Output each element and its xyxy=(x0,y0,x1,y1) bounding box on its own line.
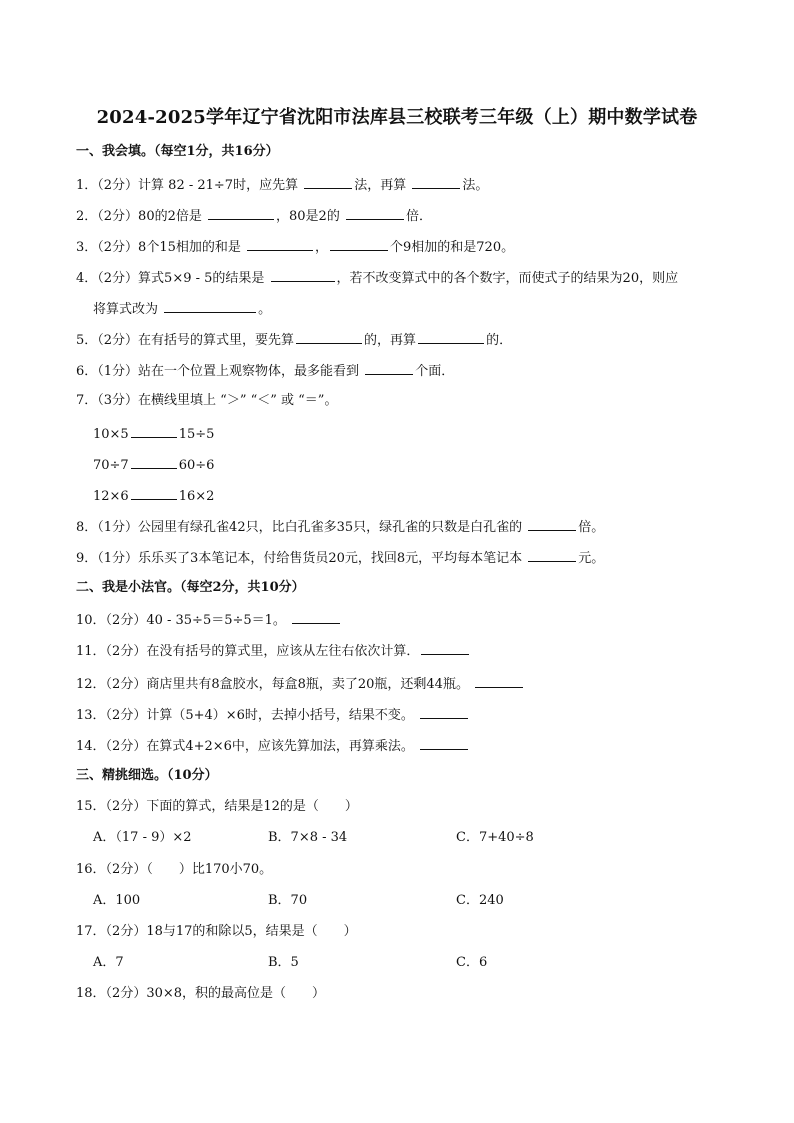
answer-blank[interactable] xyxy=(131,485,177,500)
answer-blank[interactable] xyxy=(131,423,177,438)
question-4-continued: 将算式改为 。 xyxy=(93,298,271,320)
question-2: 2．（2分）80的2倍是 ，80是2的 倍． xyxy=(76,205,432,227)
question-5: 5．（2分）在有括号的算式里，要先算 的，再算 的． xyxy=(76,329,512,351)
question-7: 7．（3分）在横线里填上 “＞” “＜” 或 “＝”。 xyxy=(76,393,338,408)
question-18: 18．（2分）30×8，积的最高位是（ ） xyxy=(76,986,326,1001)
question-14: 14．（2分）在算式4+2×6中，应该先算加法，再算乘法。 xyxy=(76,735,470,757)
question-12: 12．（2分）商店里共有8盒胶水，每盒8瓶，卖了20瓶，还剩44瓶。 xyxy=(76,673,525,695)
compare-item: 10×5 15÷5 xyxy=(93,423,214,445)
question-3: 3．（2分）8个15相加的和是 ， 个9相加的和是720。 xyxy=(76,236,514,258)
option-b[interactable]: B．70 xyxy=(268,893,308,908)
option-a[interactable]: A．7 xyxy=(93,955,124,970)
section-heading-3: 三、精挑细选。（10分） xyxy=(76,768,218,783)
question-9: 9．（1分）乐乐买了3本笔记本，付给售货员20元，找回8元，平均每本笔记本 元。 xyxy=(76,547,604,569)
answer-blank[interactable] xyxy=(271,267,335,282)
option-c[interactable]: C．240 xyxy=(456,893,504,908)
option-a[interactable]: A．100 xyxy=(93,893,141,908)
question-16: 16．（2分）（ ）比170小70。 xyxy=(76,862,273,877)
answer-blank[interactable] xyxy=(330,236,388,251)
compare-item: 12×6 16×2 xyxy=(93,485,214,507)
question-13: 13．（2分）计算（5+4）×6时，去掉小括号，结果不变。 xyxy=(76,704,470,726)
answer-blank[interactable] xyxy=(412,174,460,189)
answer-blank[interactable] xyxy=(528,516,576,531)
answer-blank[interactable] xyxy=(421,640,469,655)
answer-blank[interactable] xyxy=(304,174,352,189)
section-heading-1: 一、我会填。（每空1分，共16分） xyxy=(76,144,279,159)
answer-blank[interactable] xyxy=(292,609,340,624)
answer-blank[interactable] xyxy=(475,673,523,688)
option-b[interactable]: B．5 xyxy=(268,955,299,970)
question-11: 11．（2分）在没有括号的算式里，应该从左往右依次计算． xyxy=(76,640,471,662)
answer-blank[interactable] xyxy=(296,329,362,344)
question-17: 17．（2分）18与17的和除以5，结果是（ ） xyxy=(76,924,357,939)
answer-blank[interactable] xyxy=(346,205,404,220)
option-c[interactable]: C．7+40÷8 xyxy=(456,830,534,845)
answer-blank[interactable] xyxy=(528,547,576,562)
option-b[interactable]: B．7×8 - 34 xyxy=(268,830,348,845)
question-8: 8．（1分）公园里有绿孔雀42只，比白孔雀多35只，绿孔雀的只数是白孔雀的 倍。 xyxy=(76,516,604,538)
question-6: 6．（1分）站在一个位置上观察物体，最多能看到 个面． xyxy=(76,360,454,382)
answer-blank[interactable] xyxy=(208,205,274,220)
compare-item: 70÷7 60÷6 xyxy=(93,454,214,476)
option-c[interactable]: C．6 xyxy=(456,955,488,970)
answer-blank[interactable] xyxy=(365,360,413,375)
answer-blank[interactable] xyxy=(420,735,468,750)
answer-blank[interactable] xyxy=(420,704,468,719)
question-15: 15．（2分）下面的算式，结果是12的是（ ） xyxy=(76,799,358,814)
answer-blank[interactable] xyxy=(164,298,256,313)
question-4: 4．（2分）算式5×9 - 5的结果是 ，若不改变算式中的各个数字，而使式子的结果为20，则应 xyxy=(76,267,678,289)
option-a[interactable]: A．（17 - 9）×2 xyxy=(93,830,192,845)
page-title: 2024-2025学年辽宁省沈阳市法库县三校联考三年级（上）期中数学试卷 xyxy=(96,107,698,128)
answer-blank[interactable] xyxy=(418,329,484,344)
section-heading-2: 二、我是小法官。（每空2分，共10分） xyxy=(76,580,305,595)
question-10: 10．（2分）40 - 35÷5＝5÷5＝1。 xyxy=(76,609,342,631)
answer-blank[interactable] xyxy=(247,236,313,251)
question-1: 1．（2分）计算 82 - 21÷7时，应先算 法，再算 法。 xyxy=(76,174,488,196)
answer-blank[interactable] xyxy=(131,454,177,469)
